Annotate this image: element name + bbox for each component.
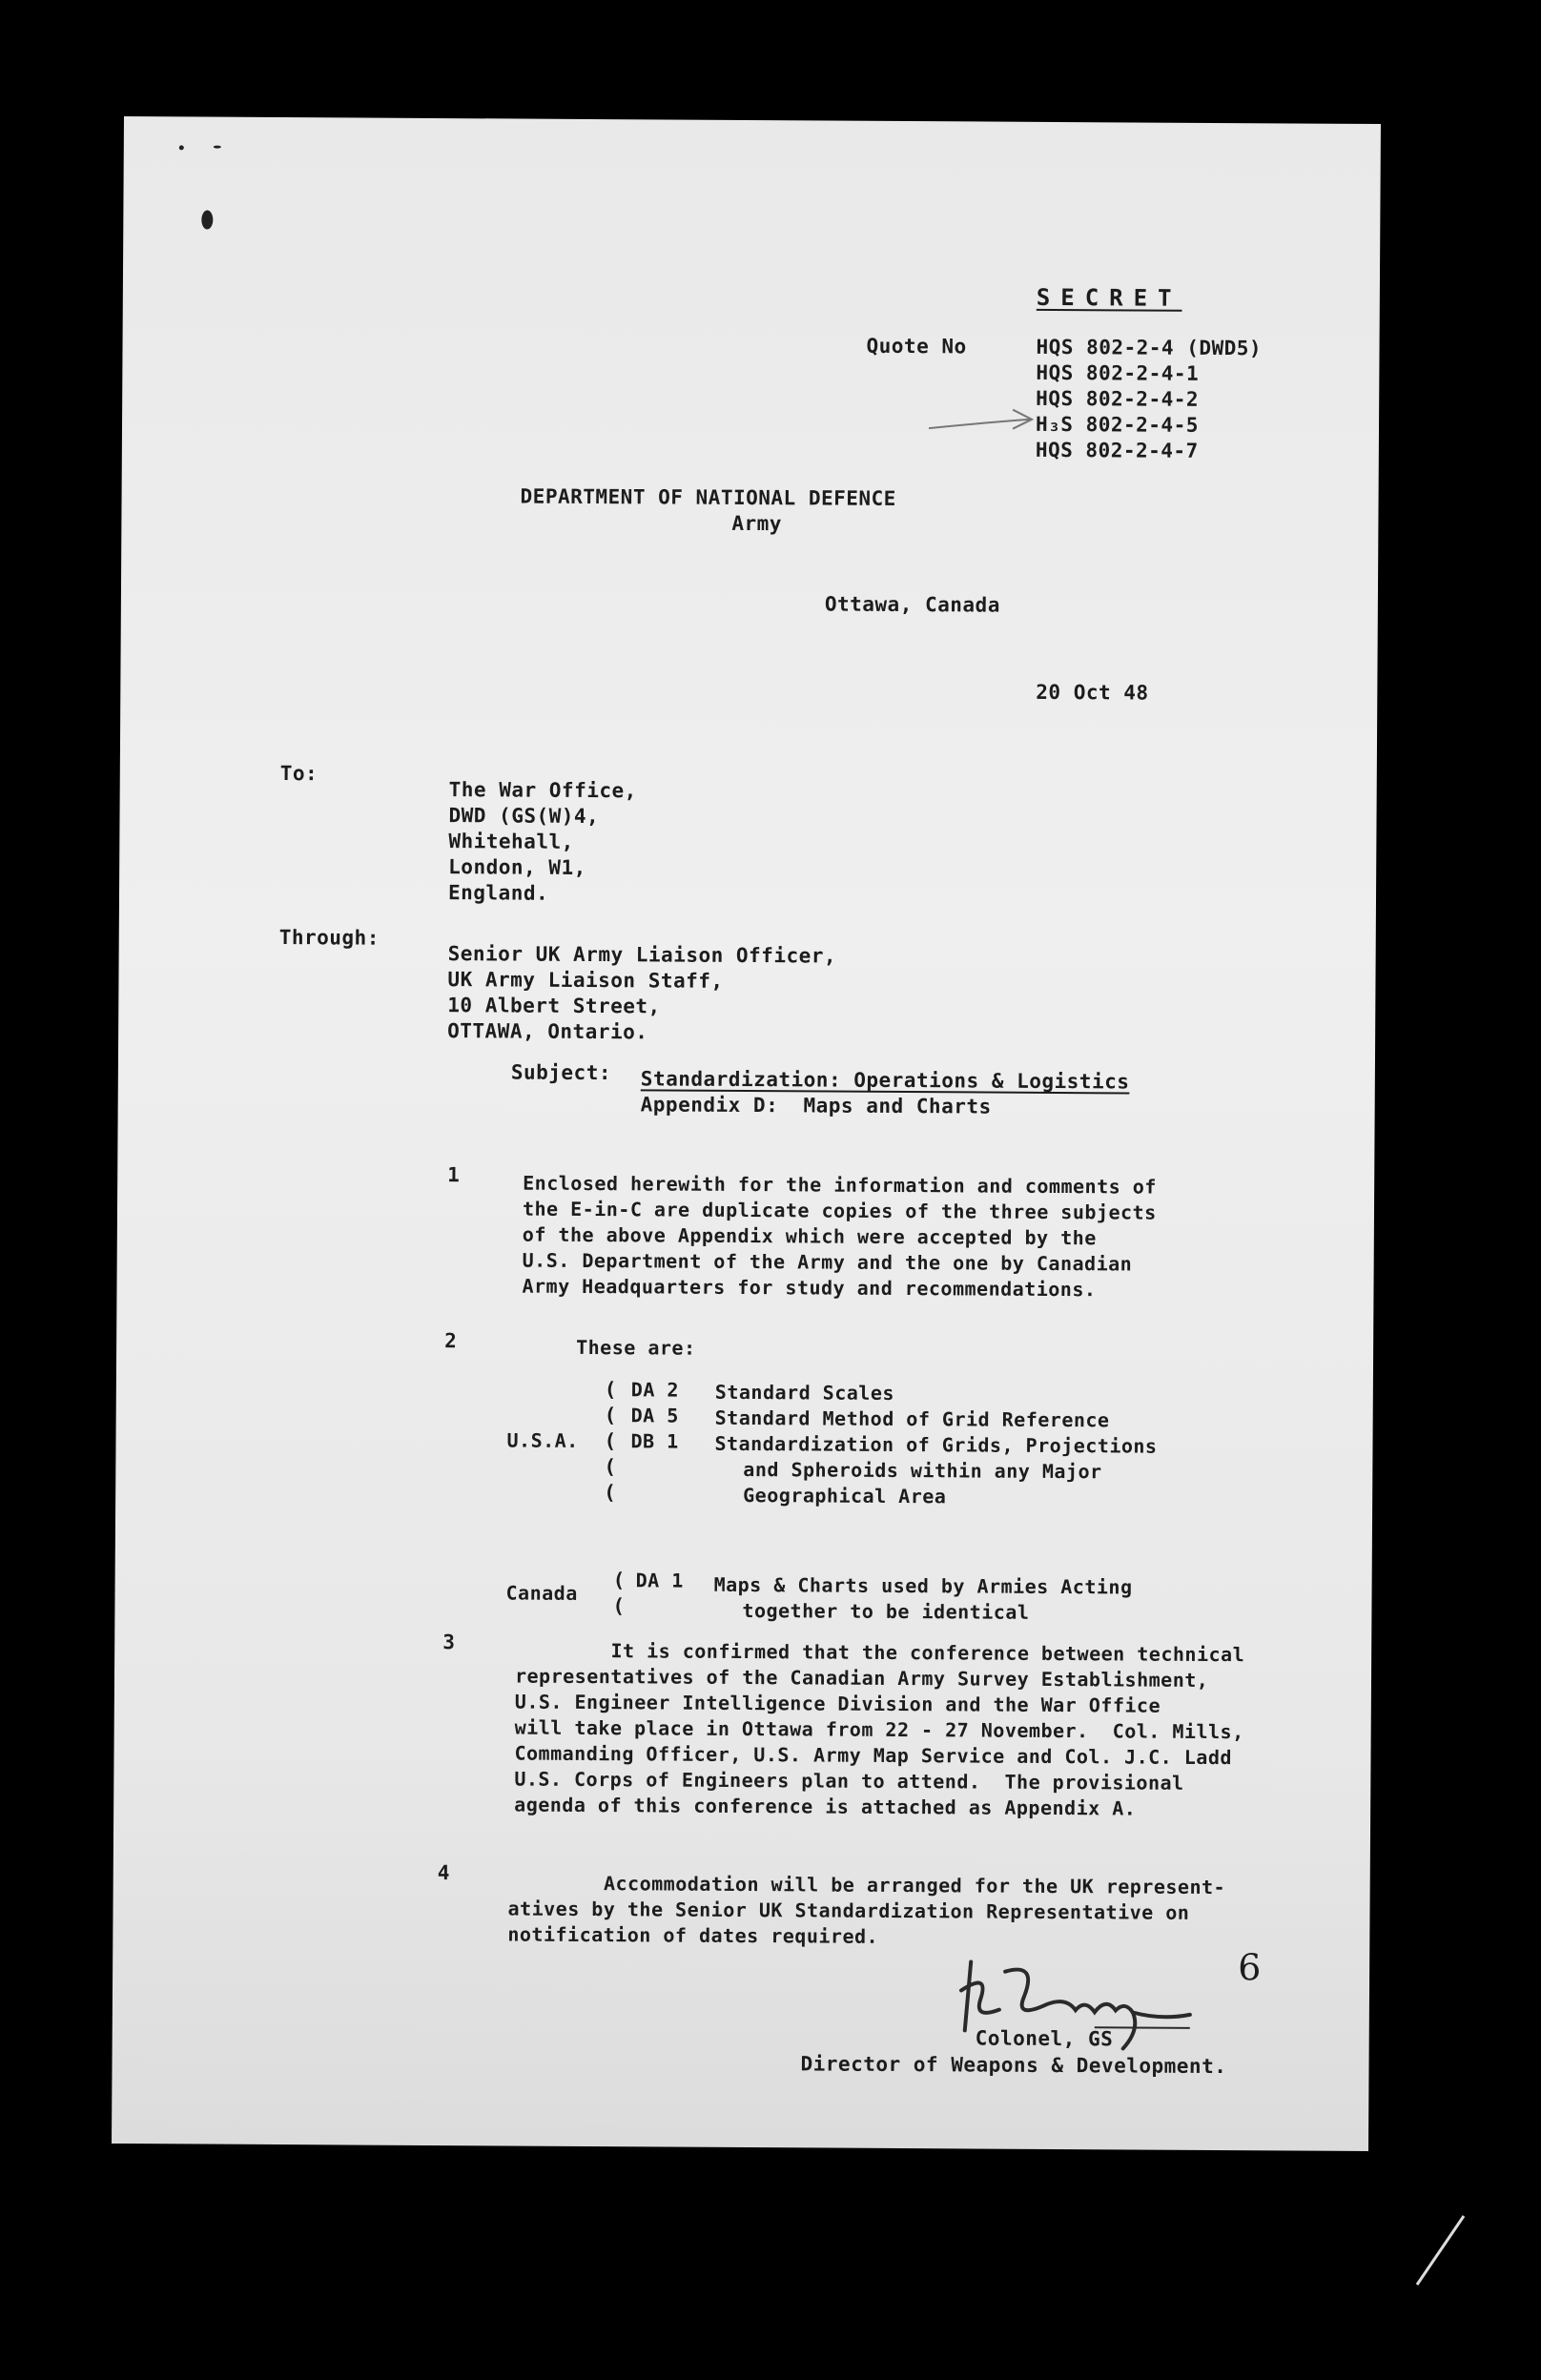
to-label: To: (279, 762, 318, 786)
paragraph-line: U.S. Department of the Army and the one by Canadian (522, 1248, 1133, 1276)
paragraph-number: 2 (444, 1329, 458, 1353)
paragraph-line: U.S. Corps of Engineers plan to attend. The provisional (514, 1767, 1184, 1795)
bracket: ( (604, 1455, 617, 1479)
file-ref: HQS 802-2-4 (DWD5) (1036, 335, 1263, 360)
bracket: ( (604, 1481, 617, 1505)
bracket: ( (604, 1378, 618, 1402)
scan-speck (201, 210, 213, 229)
item-title-cont: together to be identical (742, 1598, 1030, 1624)
scan-speck (214, 146, 221, 149)
paragraph-line: atives by the Senior UK Standardization Representative on (507, 1897, 1190, 1924)
bracket: ( (612, 1594, 626, 1618)
address-line: 10 Albert Street, (447, 994, 661, 1018)
country-label: U.S.A. (506, 1428, 579, 1452)
file-ref: HQS 802-2-4-1 (1036, 360, 1200, 385)
scan-speck (179, 145, 184, 150)
signatory-title: Director of Weapons & Development. (800, 2052, 1227, 2079)
department-heading: DEPARTMENT OF NATIONAL DEFENCE (520, 484, 896, 510)
signatory-rank: Colonel, GS (975, 2026, 1114, 2051)
paragraph-line: the E-in-C are duplicate copies of the three subjects (522, 1197, 1157, 1224)
subject-appendix: Appendix D: Maps and Charts (640, 1093, 992, 1118)
bracket: ( (604, 1404, 617, 1427)
paragraph-line: notification of dates required. (507, 1922, 879, 1948)
paragraph-number: 3 (442, 1631, 456, 1654)
address-line: England. (447, 881, 549, 905)
address-line: London, W1, (448, 855, 586, 879)
subject-label: Subject: (510, 1060, 612, 1085)
item-code: DA 5 (630, 1404, 679, 1427)
address-line: Whitehall, (448, 830, 574, 853)
paragraph-line: of the above Appendix which were accepted by the (522, 1222, 1097, 1250)
subject-line: Standardization: Operations & Logistics (640, 1067, 1130, 1094)
paragraph-line: representatives of the Canadian Army Survey Establishment, (514, 1664, 1209, 1692)
paragraph-line: It is confirmed that the conference between technical (515, 1638, 1245, 1667)
branch-heading: Army (731, 511, 783, 536)
item-title-cont: and Spheroids within any Major (743, 1457, 1102, 1484)
paragraph-number: 1 (447, 1163, 461, 1187)
item-title: Standard Method of Grid Reference (714, 1405, 1110, 1432)
paragraph-line: will take place in Ottawa from 22 - 27 November. Col. Mills, (514, 1715, 1244, 1744)
through-label: Through: (278, 926, 380, 950)
folio-number: 6 (1238, 1946, 1262, 1989)
place-line: Ottawa, Canada (824, 592, 1000, 617)
list-intro: These are: (576, 1335, 696, 1360)
item-title: Standardization of Grids, Projections (714, 1431, 1158, 1458)
paragraph-line: Commanding Officer, U.S. Army Map Service and Col. J.C. Ladd (514, 1741, 1233, 1770)
item-code: DA 1 (635, 1569, 684, 1592)
paragraph-line: Army Headquarters for study and recommendations. (522, 1274, 1097, 1302)
document-page (112, 116, 1381, 2151)
address-line: Senior UK Army Liaison Officer, (447, 942, 837, 968)
item-code: DB 1 (630, 1429, 679, 1453)
file-ref: HQS 802-2-4-7 (1035, 438, 1199, 462)
item-title-cont: Geographical Area (743, 1483, 947, 1508)
paragraph-line: Accommodation will be arranged for the UK represent- (507, 1871, 1226, 1899)
paragraph-number: 4 (437, 1861, 450, 1885)
item-code: DA 2 (630, 1378, 680, 1402)
paragraph-line: U.S. Engineer Intelligence Division and the War Office (514, 1690, 1161, 1717)
address-line: DWD (GS(W)4, (448, 804, 600, 829)
scan-mark (1411, 2212, 1469, 2288)
file-ref: HQS 802-2-4-2 (1036, 386, 1200, 411)
item-title: Standard Scales (714, 1380, 895, 1405)
date-line: 20 Oct 48 (1036, 680, 1149, 705)
address-line: OTTAWA, Ontario. (447, 1019, 648, 1044)
address-line: UK Army Liaison Staff, (447, 968, 724, 993)
classification-stamp: SECRET (1036, 283, 1182, 312)
quote-label: Quote No (866, 334, 967, 359)
handwritten-arrow-mark (925, 403, 1039, 442)
bracket: ( (612, 1569, 626, 1592)
address-line: The War Office, (448, 778, 637, 803)
file-ref: H₃S 802-2-4-5 (1035, 412, 1199, 437)
bracket: ( (604, 1429, 617, 1453)
item-title: Maps & Charts used by Armies Acting (713, 1572, 1133, 1599)
paragraph-line: Enclosed herewith for the information and comments of (523, 1171, 1157, 1199)
country-label: Canada (505, 1581, 578, 1605)
paragraph-line: agenda of this conference is attached as Appendix A. (514, 1793, 1137, 1820)
